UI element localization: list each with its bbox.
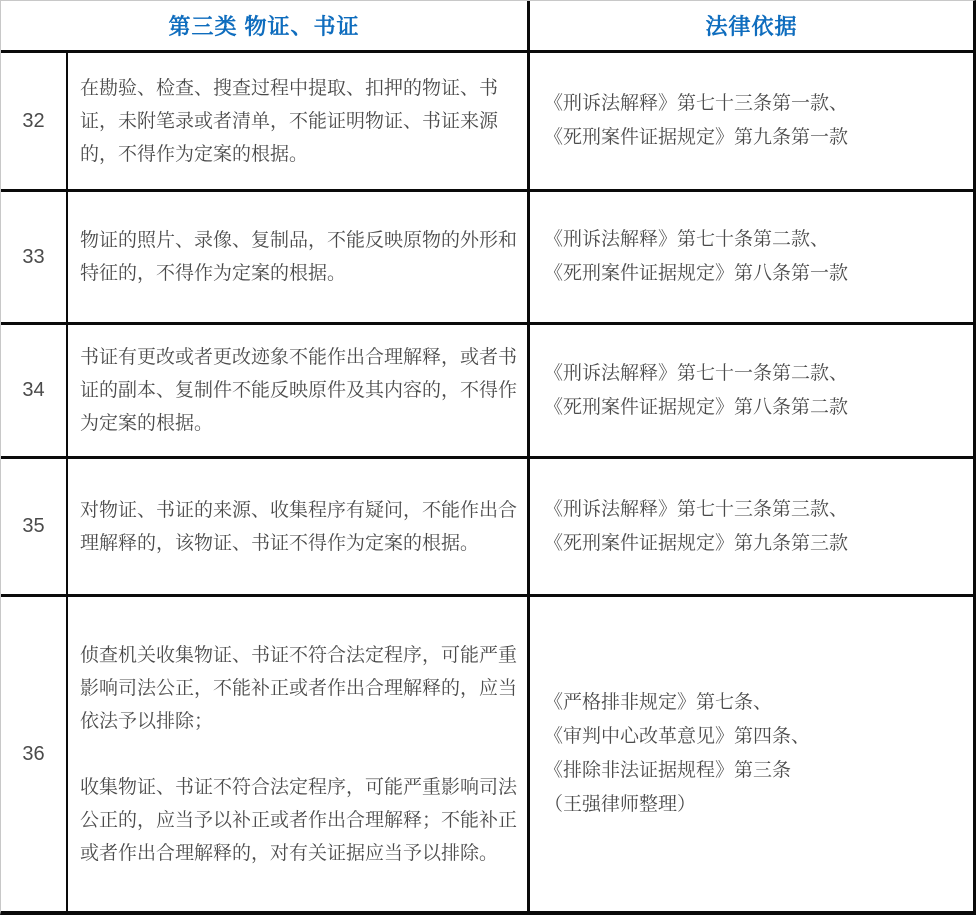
legal-basis-line: 《死刑案件证据规定》第九条第一款 [544,127,849,148]
table-header-legal-basis: 法律依据 [530,1,973,53]
legal-basis-line: 《刑诉法解释》第七十三条第三款、 [544,498,849,520]
row-number: 32 [1,53,68,192]
rule-content [68,459,530,597]
legal-basis [530,597,973,911]
row-number: 34 [1,325,68,459]
rule-paragraph: 在勘验、检查、搜查过程中提取、扣押的物证、书证，未附笔录或者清单，不能证明物证、书证来源的，不得作为定案的根据。 [80,77,499,165]
rule-content [68,597,530,911]
legal-basis-line: 《排除非法证据规程》第三条 [544,760,792,781]
legal-basis-line: 《死刑案件证据规定》第八条第一款 [544,263,849,284]
legal-basis-line: （王强律师整理） [544,794,697,815]
legal-basis-line: 《严格排非规定》第七条、 [544,692,773,713]
legal-basis [530,192,973,325]
rule-content [68,325,530,459]
rule-paragraph: 侦查机关收集物证、书证不符合法定程序，可能严重影响司法公正，不能补正或者作出合理解释的，应当依法予以排除； [80,644,518,732]
table-header-category: 第三类 物证、书证 [1,1,530,53]
legal-basis-line: 《审判中心改革意见》第四条、 [544,726,811,747]
legal-basis [530,53,973,192]
legal-basis [530,325,973,459]
rule-paragraph: 书证有更改或者更改迹象不能作出合理解释，或者书证的副本、复制件不能反映原件及其内容的，不得作为定案的根据。 [80,347,518,434]
row-number: 33 [1,192,68,325]
rule-paragraph: 对物证、书证的来源、收集程序有疑问，不能作出合理解释的，该物证、书证不得作为定案的根据。 [80,499,518,554]
legal-basis-line: 《刑诉法解释》第七十一条第二款、 [544,362,849,384]
legal-basis-line: 《死刑案件证据规定》第八条第二款 [544,396,849,418]
rule-content [68,192,530,325]
rule-paragraph: 收集物证、书证不符合法定程序，可能严重影响司法公正的，应当予以补正或者作出合理解释；不能补正或者作出合理解释的，对有关证据应当予以排除。 [80,776,518,864]
row-number: 35 [1,459,68,597]
legal-basis-line: 《刑诉法解释》第七十三条第一款、 [544,93,849,114]
rule-content [68,53,530,192]
legal-basis-line: 《刑诉法解释》第七十条第二款、 [544,229,830,250]
rule-paragraph: 物证的照片、录像、复制品，不能反映原物的外形和特征的，不得作为定案的根据。 [80,230,518,284]
legal-basis-line: 《死刑案件证据规定》第九条第三款 [544,532,849,554]
legal-basis [530,459,973,597]
row-number: 36 [1,597,68,911]
